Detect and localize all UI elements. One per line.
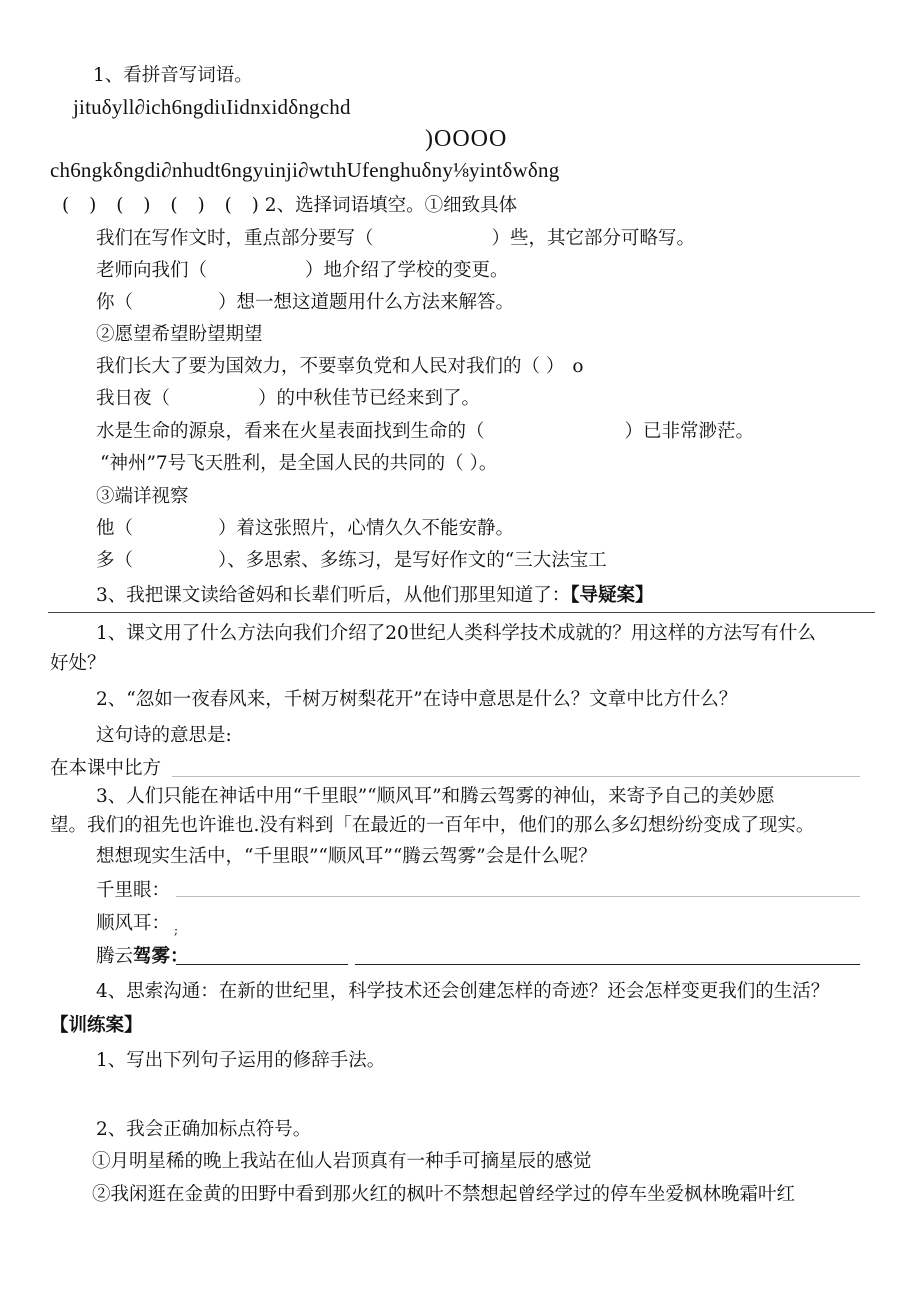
field-shunfenger-label: 顺风耳：: [96, 913, 171, 934]
training-q2: 2、我会正确加标点符号。: [96, 1119, 312, 1140]
field-qianliyan-label: 千里眼：: [96, 880, 171, 901]
guide-q4: 4、思索沟通：在新的世纪里，科学技术还会创建怎样的奇迹？还会怎样变更我们的生活？: [96, 981, 830, 1002]
section2-title-line: [62, 194, 517, 218]
training-q2-item-2: ②我闲逛在金黄的田野中看到那火红的枫叶不禁想起曾经学过的停车坐爱枫林晚霜叶红: [92, 1184, 796, 1205]
sentence-text: 水是生命的源泉，看来在火星表面找到生命的（: [96, 421, 485, 442]
answer-bracket-row: )OOOO: [425, 126, 508, 152]
training-header: 【训练案】: [50, 1015, 143, 1036]
sentence-text: 我们在写作文时，重点部分要写（: [96, 228, 374, 249]
section-divider: [48, 612, 875, 613]
sentence-text: 你（: [96, 292, 134, 313]
sentence-text: ）些，其它部分可略写。: [491, 228, 696, 249]
sentence-text: 我们长大了要为国效力，不要辜负党和人民对我们的（ ）: [96, 356, 565, 377]
field-qianliyan-line[interactable]: [176, 896, 860, 897]
guide-q3-line3: 想想现实生活中，“千里眼”“顺风耳”“腾云驾雾”会是什么呢？: [96, 846, 597, 867]
fill-sentence-7: [100, 452, 497, 476]
guide-q2: 2、“忽如一夜春风来，千树万树梨花开”在诗中意思是什么？文章中比方什么？: [96, 689, 738, 710]
group2-title: ②愿望希望盼望期望: [96, 324, 263, 345]
guide-q2-metaphor: 在本课中比方: [50, 758, 162, 779]
sentence-text: “神州”7号飞天胜利，是全国人民的共同的（ ）: [100, 453, 479, 474]
fill-sentence-5: [96, 387, 480, 411]
guide-q3-line2: 望。我们的祖先也许谁也.没有料到「在最近的一百年中，他们的那么多幻想纷纷变成了现实。: [50, 815, 815, 836]
group3-title: ③端详视察: [96, 486, 189, 507]
sentence-text: o: [572, 356, 584, 377]
sentence-text: ）已非常渺茫。: [624, 421, 755, 442]
section1-title: 1、看拼音写词语。: [93, 65, 253, 86]
guide-q1-line1: 1、课文用了什么方法向我们介绍了20世纪人类科学技术成就的？用这样的方法写有什么: [96, 623, 816, 644]
sentence-text: 他（: [96, 518, 134, 539]
fill-sentence-1: [96, 227, 695, 251]
sentence-text: ）着这张照片，心情久久不能安静。: [218, 518, 515, 539]
fill-sentence-9: [96, 549, 607, 573]
section3-line: [96, 584, 654, 608]
fill-sentence-3: [96, 291, 514, 315]
guide-q3-line1: 3、人们只能在神话中用“千里眼”“顺风耳”和腾云驾雾的神仙，来寄予自己的美妙愿: [96, 786, 775, 807]
section2-title: 2、选择词语填空。①细致具体: [264, 195, 518, 216]
field-tengyun-label: [96, 945, 189, 969]
training-q1: 1、写出下列句子运用的修辞手法。: [96, 1050, 386, 1071]
section3-text: 3、我把课文读给爸妈和长辈们听后，从他们那里知道了：: [96, 585, 571, 606]
pinyin-line-2: ch6ngkδngdi∂nhudt6ngyιinji∂wtιhUfenghuδny⅛yintδwδng: [50, 158, 560, 182]
label-part: 腾云: [96, 946, 134, 967]
sentence-text: 老师向我们（: [96, 260, 208, 281]
fill-sentence-2: [96, 259, 509, 283]
label-part-bold: 驾雾：: [133, 946, 189, 967]
answer-line[interactable]: [172, 776, 860, 777]
training-q2-item-1: ①月明星稀的晚上我站在仙人岩顶真有一种手可摘星辰的感觉: [92, 1151, 592, 1172]
sentence-text: ）想一想这道题用什么方法来解答。: [218, 292, 515, 313]
sentence-text: ）地介绍了学校的变更。: [305, 260, 509, 281]
field-tengyun-line-1[interactable]: [176, 964, 348, 965]
fill-sentence-4: [96, 355, 584, 379]
fill-sentence-8: [96, 517, 514, 541]
fill-sentence-6: [96, 420, 754, 444]
field-shunfenger-mark: ;: [174, 923, 179, 937]
pinyin-line-1: jituδyll∂ich6ngdiιIidnxidδngchd: [73, 95, 351, 119]
answer-brackets: ( ) ( ) ( ) ( ): [62, 195, 259, 216]
field-tengyun-line-2[interactable]: [355, 964, 860, 965]
sentence-text: 。: [478, 453, 498, 474]
sentence-text: 我日夜（: [96, 388, 171, 409]
sentence-text: 多（: [96, 550, 134, 571]
guide-q1-line2: 好处？: [50, 653, 106, 674]
sentence-text: ）的中秋佳节已经来到了。: [258, 388, 481, 409]
guide-q2-meaning: 这句诗的意思是:: [96, 725, 232, 746]
sentence-text: ）、多思索、多练习，是写好作文的“三大法宝工: [218, 550, 607, 571]
guide-section-tag: 【导疑案】: [570, 585, 654, 606]
